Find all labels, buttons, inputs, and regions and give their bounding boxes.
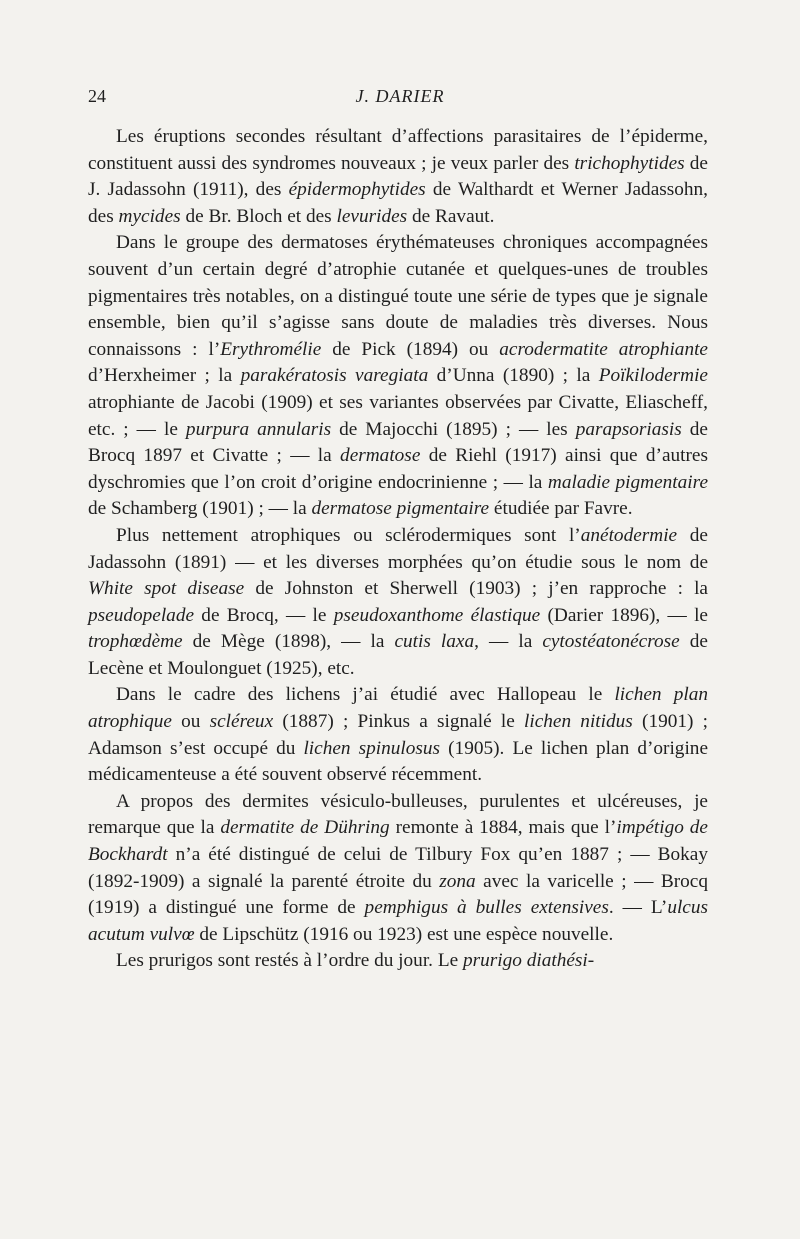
text-run: , — la (474, 631, 543, 653)
text-run: avec la varicelle ; — Brocq (1919) a distingué une forme de (88, 870, 708, 919)
text-run: Les éruptions secondes résultant d’affections parasitaires de l’épiderme, constituent aussi des syndromes nouveaux ; je veux parler des (88, 126, 708, 174)
paragraph (88, 948, 708, 975)
italic-term: parakératosis varegiata (240, 365, 429, 387)
italic-term: White spot disease (88, 578, 245, 600)
text-run: (1887) ; Pinkus a signalé le (273, 711, 524, 733)
text-run: étudiée par Favre. (489, 498, 633, 520)
text-run: . — L’ (608, 897, 668, 919)
text-run: Dans le groupe des dermatoses érythémateuses chroniques accompagnées souvent d’un certain degré d’atrophie cutanée et quelques-unes de troubles pigmentaires très notables, on a distingué toute une série de types que je signale ensemble, bien qu’il s’agisse sans doute de maladies très diverses. Nous connaissons : l’ (88, 232, 708, 360)
italic-term: cytostéatonécrose (542, 631, 680, 653)
text-run: de Lipschütz (1916 ou 1923) est une espèce nouvelle. (194, 923, 614, 945)
text-run: de Brocq, — le (194, 604, 334, 626)
italic-term: lichen spinulosus (303, 737, 441, 759)
text-run: Plus nettement atrophiques ou sclérodermiques sont l’ (116, 524, 581, 546)
text-run: remonte à 1884, mais que l’ (389, 817, 617, 839)
italic-term: trophœdème (88, 631, 183, 653)
italic-term: mycides (118, 205, 181, 227)
body-text (88, 124, 708, 975)
italic-term: trichophytides (574, 152, 685, 174)
italic-term: anétodermie (580, 524, 678, 546)
text-run: de Walthardt et Werner Jadassohn, des (88, 179, 708, 227)
text-run: de Lecène et Moulonguet (1925), etc. (88, 631, 708, 679)
italic-term: maladie pigmentaire (547, 471, 708, 493)
paragraph (88, 124, 708, 230)
page-header (88, 86, 712, 116)
text-run: de Mège (1898), — la (182, 631, 395, 653)
text-run: de Br. Bloch et des (180, 205, 337, 227)
text-run: ou (171, 711, 210, 733)
italic-term: dermatose (340, 445, 421, 467)
italic-term: levurides (336, 205, 408, 227)
text-run: d’Unna (1890) ; la (428, 365, 599, 387)
italic-term: zona (439, 870, 476, 892)
text-run: Les prurigos sont restés à l’ordre du jour. Le (116, 950, 463, 972)
italic-term: lichen nitidus (523, 711, 633, 733)
text-run: A propos des dermites vésiculo-bulleuses, purulentes et ulcéreuses, je remarque que la (88, 790, 708, 839)
italic-term: Erythromélie (220, 338, 322, 360)
italic-term: ulcus acutum vulvœ (88, 897, 709, 945)
paragraph (88, 682, 708, 788)
italic-term: lichen plan atrophique (88, 684, 708, 733)
text-run: (1901) ; Adamson s’est occupé du (88, 711, 708, 759)
text-run: (Darier 1896), — le (540, 604, 708, 626)
italic-term: impétigo de Bockhardt (88, 817, 708, 866)
text-run: Dans le cadre des lichens j’ai étudié avec Hallopeau le (116, 684, 615, 706)
paragraph (88, 523, 708, 683)
italic-term: pseudoxanthome élastique (333, 604, 541, 626)
italic-term: pseudopelade (88, 604, 195, 626)
text-run: n’a été distingué de celui de Tilbury Fox qu’en 1887 ; — Bokay (1892-1909) a signalé la parenté étroite du (88, 844, 708, 892)
italic-term: dermatite de Dühring (220, 817, 390, 839)
italic-term: pemphigus à bulles extensives (364, 897, 609, 919)
italic-term: prurigo diathési- (462, 950, 595, 972)
italic-term: purpura annularis (185, 418, 332, 440)
italic-term: Poïkilodermie (598, 365, 708, 387)
text-run: de Pick (1894) ou (321, 338, 500, 360)
italic-term: scléreux (209, 711, 274, 733)
italic-term: cutis laxa (394, 631, 475, 653)
italic-term: dermatose pigmentaire (311, 498, 490, 520)
text-run: de Jadassohn (1891) — et les diverses morphées qu’on étudie sous le nom de (88, 524, 708, 573)
text-run: de Majocchi (1895) ; — les (331, 418, 576, 440)
italic-term: épidermophytides (288, 179, 426, 201)
text-run: atrophiante de Jacobi (1909) et ses variantes observées par Civatte, Eliascheff, etc. ; — le (88, 391, 708, 440)
text-run: de Johnston et Sherwell (1903) ; j’en rapproche : la (244, 578, 708, 600)
paragraph (88, 789, 708, 949)
page-number: 24 (88, 86, 106, 106)
text-run: de Riehl (1917) ainsi que d’autres dyschromies que l’on croit d’origine endocrinienne ; — la (88, 445, 708, 493)
text-run: (1905). Le lichen plan d’origine médicamenteuse a été souvent observé récemment. (88, 737, 708, 786)
running-head: J. DARIER (355, 86, 445, 106)
text-run: de Ravaut. (407, 205, 495, 227)
text-run: d’Herxheimer ; la (88, 365, 241, 387)
text-run: de Brocq 1897 et Civatte ; — la (88, 418, 708, 467)
text-run: de J. Jadassohn (1911), des (88, 152, 708, 201)
italic-term: acrodermatite atrophiante (499, 338, 708, 360)
paragraph (88, 230, 708, 523)
italic-term: parapsoriasis (575, 418, 682, 440)
text-run: de Schamberg (1901) ; — la (88, 498, 312, 520)
